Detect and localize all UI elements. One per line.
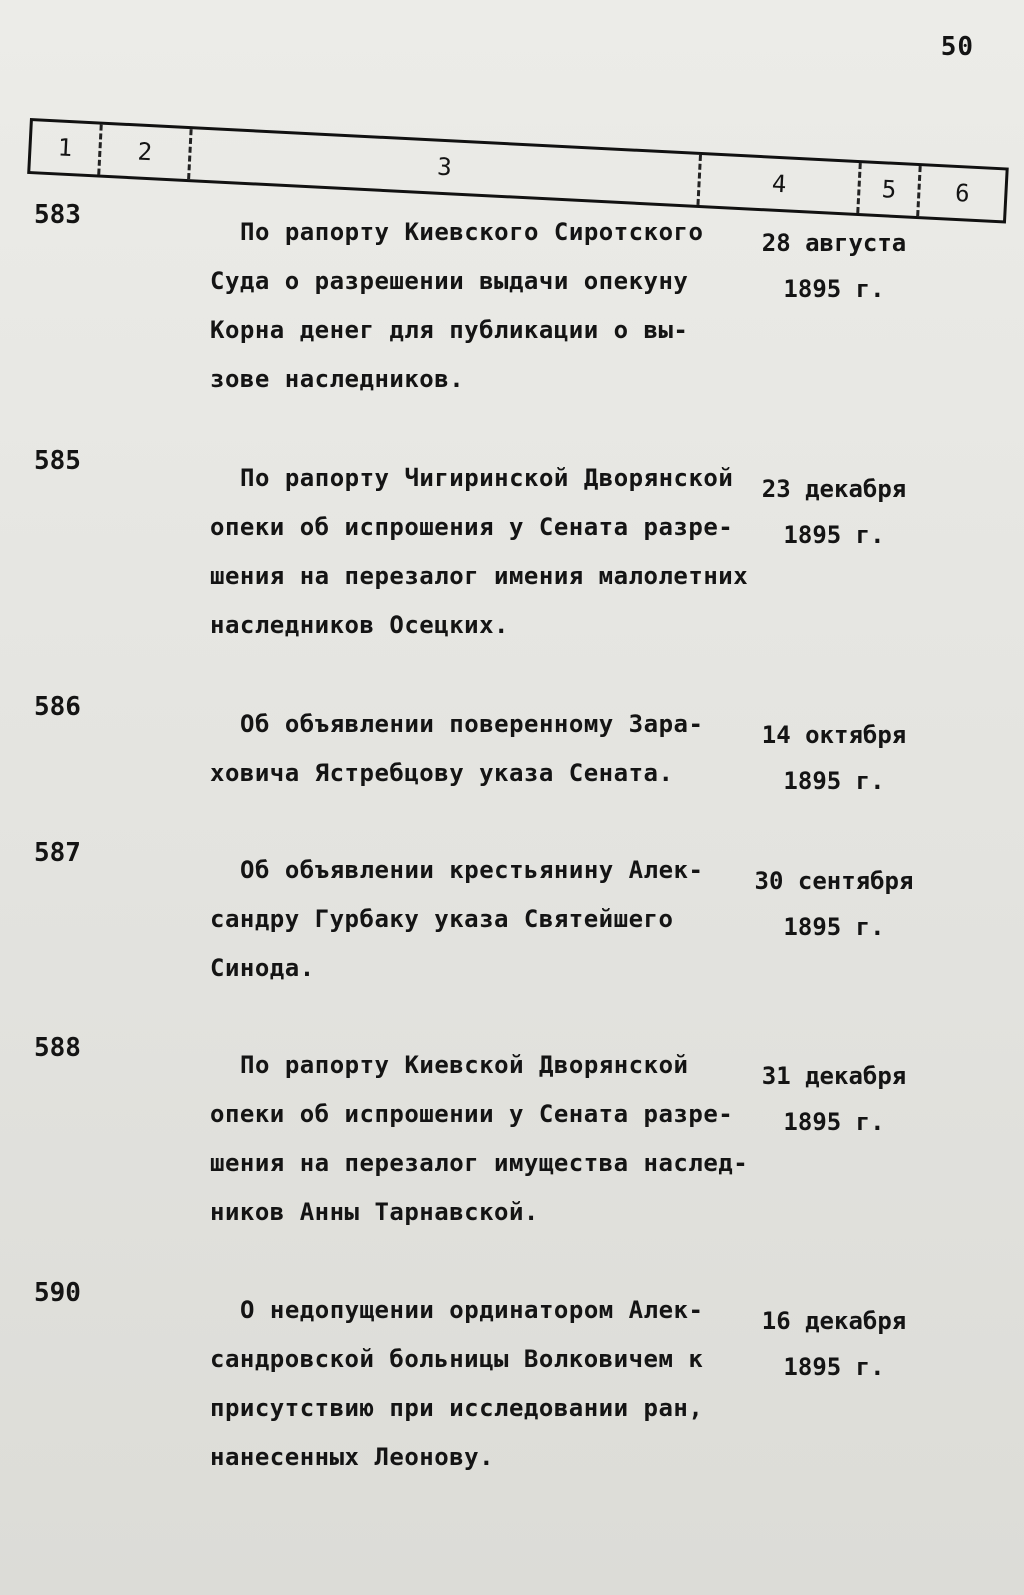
- entry-line: По рапорту Чигиринской Дворянской: [240, 464, 734, 492]
- entry-line: ников Анны Тарнавской.: [210, 1198, 539, 1226]
- entry-line: О недопущении ординатором Алек-: [240, 1296, 704, 1324]
- column-header-4: 4: [699, 155, 861, 213]
- entry-date-day-month: 30 сентября: [754, 867, 914, 895]
- entry-description: [210, 1041, 750, 1237]
- entry-line: наследников Осецких.: [210, 611, 509, 639]
- entry-date: [724, 466, 944, 558]
- page-number: 50: [940, 32, 974, 62]
- entry-line: ховича Ястребцову указа Сената.: [210, 759, 674, 787]
- entry-line: Об объявлении крестьянину Алек-: [240, 856, 704, 884]
- entry-description: [210, 846, 750, 993]
- entry-line: Суда о разрешении выдачи опекуну: [210, 267, 689, 295]
- entry-date-day-month: 23 декабря: [761, 475, 907, 503]
- entry-date: [724, 712, 944, 804]
- entry-date-year: 1895 г.: [783, 913, 885, 941]
- entry-number: 588: [34, 1033, 81, 1063]
- entry-date: [724, 858, 944, 950]
- column-header-6: 6: [954, 178, 971, 208]
- entry-line: По рапорту Киевского Сиротского: [240, 218, 704, 246]
- entry-line: нанесенных Леонову.: [210, 1443, 495, 1471]
- column-header-1: 1: [30, 121, 102, 174]
- entry-line: шения на перезалог имущества наслед-: [210, 1149, 749, 1177]
- entry-date-year: 1895 г.: [783, 1108, 885, 1136]
- entry-number: 590: [34, 1278, 81, 1308]
- entry-description: [210, 208, 750, 404]
- entry-description: [210, 1286, 750, 1482]
- entry-line: Об объявлении поверенному Зара-: [240, 710, 704, 738]
- entry-line: опеки об испрошения у Сената разре-: [210, 513, 734, 541]
- entry-date-year: 1895 г.: [783, 275, 885, 303]
- entry-date-day-month: 14 октября: [761, 721, 907, 749]
- entry-number: 586: [34, 692, 81, 722]
- column-header-5: 5: [859, 163, 921, 216]
- entry-line: Корна денег для публикации о вы-: [210, 316, 689, 344]
- entry-line: присутствию при исследовании ран,: [210, 1394, 704, 1422]
- entry-line: опеки об испрошении у Сената разре-: [210, 1100, 734, 1128]
- column-header-2: 2: [100, 125, 192, 179]
- entry-date-day-month: 16 декабря: [761, 1307, 907, 1335]
- entry-date: [724, 1053, 944, 1145]
- entry-date-year: 1895 г.: [783, 521, 885, 549]
- entry-line: сандру Гурбаку указа Святейшего: [210, 905, 674, 933]
- column-header-3: 3: [190, 129, 702, 205]
- entry-number: 587: [34, 838, 81, 868]
- entry-line: сандровской больницы Волковичем к: [210, 1345, 704, 1373]
- entry-line: зове наследников.: [210, 365, 465, 393]
- entry-line: Синода.: [210, 954, 315, 982]
- entry-date-year: 1895 г.: [783, 767, 885, 795]
- entry-number: 583: [34, 200, 81, 230]
- entry-number: 585: [34, 446, 81, 476]
- entry-description: [210, 700, 750, 798]
- entry-line: По рапорту Киевской Дворянской: [240, 1051, 689, 1079]
- entry-line: шения на перезалог имения малолетних: [210, 562, 749, 590]
- entry-date-day-month: 31 декабря: [761, 1062, 907, 1090]
- entry-description: [210, 454, 750, 650]
- entry-date: [724, 220, 944, 312]
- entry-date: [724, 1298, 944, 1390]
- entry-date-year: 1895 г.: [783, 1353, 885, 1381]
- entry-date-day-month: 28 августа: [761, 229, 907, 257]
